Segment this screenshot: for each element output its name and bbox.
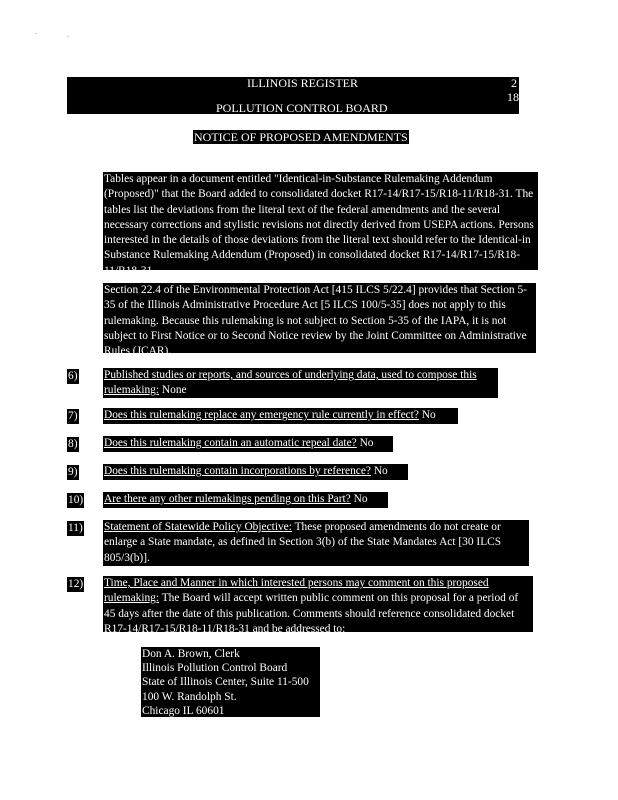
scan-speck [67, 36, 69, 37]
item-10-question: Are there any other rulemakings pending on this Part? [104, 493, 351, 505]
item-11-number: 11) [68, 522, 83, 534]
item-9-question: Does this rulemaking contain incorporations by reference? [104, 465, 371, 477]
item-6 [103, 368, 498, 398]
item-11 [103, 520, 529, 566]
item-10-number: 10) [68, 494, 84, 506]
item-9 [103, 464, 408, 480]
address-line: 100 W. Randolph St. [142, 690, 237, 703]
item-10 [103, 492, 388, 508]
item-9-number: 9) [68, 466, 78, 478]
item-7-number: 7) [68, 410, 78, 422]
item-8-question: Does this rulemaking contain an automatic repeal date? [104, 437, 357, 449]
address-line: State of Illinois Center, Suite 11-500 [142, 676, 309, 689]
page-number: 2 [511, 76, 517, 90]
item-6-answer: None [161, 384, 187, 397]
intro-paragraph-tables: Tables appear in a document entitled "Identical-in-Substance Rulemaking Addendum (Proposed)" that the Board added to consolidated docket R17-14/R17-15/R18-11/R18-31. The tables list the deviations from the literal text of the federal amendments and the several necessary corrections and stylistic revisions not directly derived from USEPA actions. Persons interested in the details of those deviations from the literal text should refer to the Identical-in Substance Rulemaking Addendum (Proposed) in consolidated docket R17-14/R17-15/R18-11/R18-31. [103, 172, 538, 270]
item-6-number: 6) [68, 370, 78, 382]
address-block [141, 647, 320, 717]
board-name: POLLUTION CONTROL BOARD [216, 101, 388, 115]
intro-paragraph-section-22-4: Section 22.4 of the Environmental Protection Act [415 ILCS 5/22.4] provides that Section 5-35 of the Illinois Administrative Procedure Act [5 ILCS 100/5-35] does not apply to this rulemaking. Because this rulemaking is not subject to Section 5-35 of the IAPA, it is not subject to First Notice or to Second Notice review by the Joint Committee on Administrative Rules (JCAR). [103, 283, 536, 353]
item-8-number: 8) [68, 438, 78, 450]
address-line: Chicago IL 60601 [142, 704, 225, 717]
item-12-number: 12) [68, 578, 84, 590]
item-7-question: Does this rulemaking replace any emergency rule currently in effect? [104, 409, 419, 421]
item-7-answer: No [421, 409, 436, 421]
item-6-question: Published studies or reports, and sources of underlying data, used to compose this rulemaking: [104, 369, 477, 397]
item-12 [103, 576, 533, 635]
address-line: Illinois Pollution Control Board [142, 662, 288, 675]
item-9-answer: No [373, 465, 388, 477]
item-12-text: The Board will accept written public comment on this proposal for a period of 45 days after the date of this publication. Comments should reference consolidated docket R17-14/R17-15/R18-11/R18-31 and be addressed to: [104, 592, 519, 635]
address-line: Don A. Brown, Clerk [142, 648, 240, 660]
item-8-answer: No [359, 437, 374, 449]
notice-title: NOTICE OF PROPOSED AMENDMENTS [194, 130, 408, 144]
item-11-label: Statement of Statewide Policy Objective: [104, 521, 292, 533]
issue-number: 18 [507, 90, 519, 104]
item-8 [103, 436, 393, 452]
item-7 [103, 408, 458, 424]
item-12-label: Time, Place and Manner in which interested persons may comment on this proposed rulemaking: [104, 577, 489, 605]
register-title: ILLINOIS REGISTER [247, 76, 358, 90]
item-11-text: These proposed amendments do not create or enlarge a State mandate, as defined in Section 3(b) of the State Mandates Act [30 ILCS 805/3(b)]. [104, 521, 502, 564]
item-10-answer: No [353, 493, 368, 505]
scan-speck [35, 33, 37, 34]
